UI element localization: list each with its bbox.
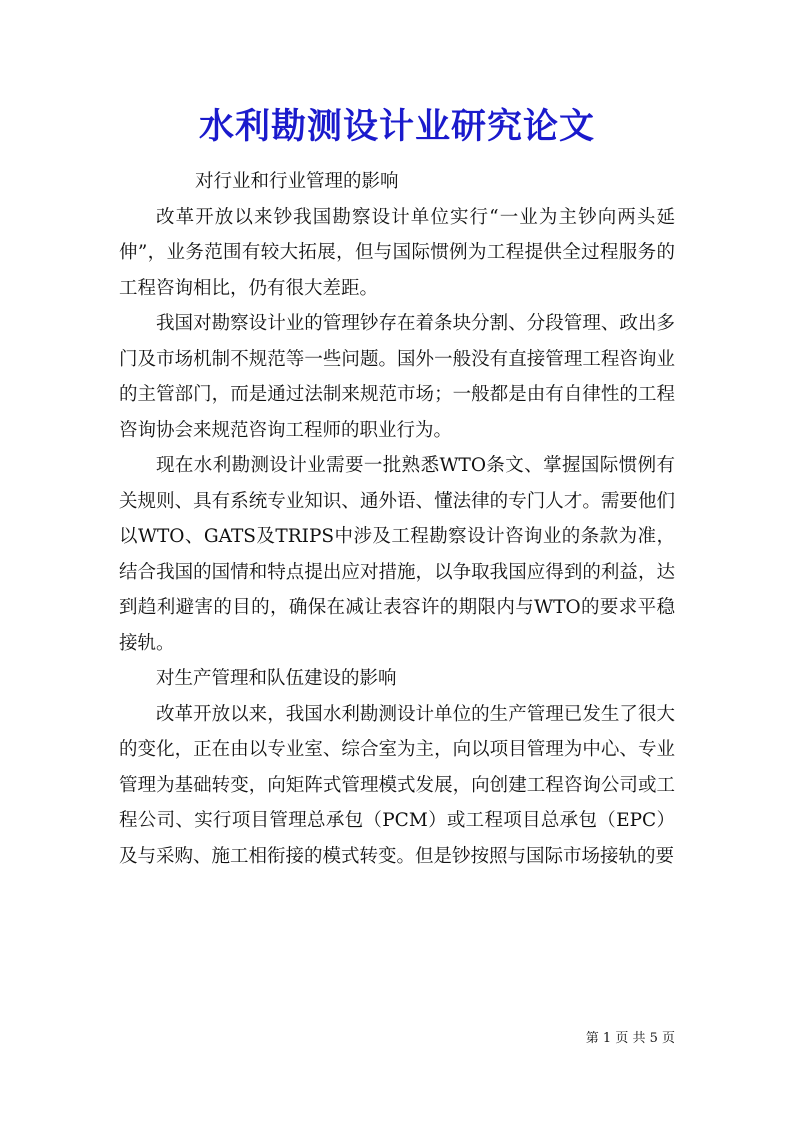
paragraph-management: 我国对勘察设计业的管理钞存在着条块分割、分段管理、政出多门及市场机制不规范等一些问题。国外一般没有直接管理工程咨询业的主管部门，而是通过法制来规范市场；一般都是由有自律性的工程咨询协会来规范咨询工程师的职业行为。 bbox=[119, 313, 675, 441]
document-title: 水利勘测设计业研究论文 bbox=[198, 106, 595, 147]
paragraph-wto: 现在水利勘测设计业需要一批熟悉WTO条文、掌握国际惯例有关规则、具有系统专业知识、通外语、懂法律的专门人才。需要他们以WTO、GATS及TRIPS中涉及工程勘察设计咨询业的条款为准，结合我国的国情和特点提出应对措施，以争取我国应得到的利益，达到趋利避害的目的，确保在减让表容许的期限内与WTO的要求平稳接轨。 bbox=[119, 455, 675, 654]
paragraph-production: 改革开放以来，我国水利勘测设计单位的生产管理已发生了很大的变化，正在由以专业室、综合室为主，向以项目管理为中心、专业管理为基础转变，向矩阵式管理模式发展，向创建工程咨询公司或工程公司、实行项目管理总承包（PCM）或工程项目总承包（EPC）及与采购、施工相衔接的模式转变。但是钞按照与国际市场接轨的要 bbox=[119, 703, 675, 867]
page-number-footer: 第 1 页 共 5 页 bbox=[585, 1031, 675, 1046]
paragraph-reform: 改革开放以来钞我国勘察设计单位实行“一业为主钞向两头延伸”，业务范围有较大拓展，但与国际惯例为工程提供全过程服务的工程咨询相比，仍有很大差距。 bbox=[119, 206, 675, 299]
section-heading-production: 对生产管理和队伍建设的影响 bbox=[156, 668, 397, 689]
document-body bbox=[119, 164, 675, 874]
section-heading-industry: 对行业和行业管理的影响 bbox=[195, 171, 399, 192]
